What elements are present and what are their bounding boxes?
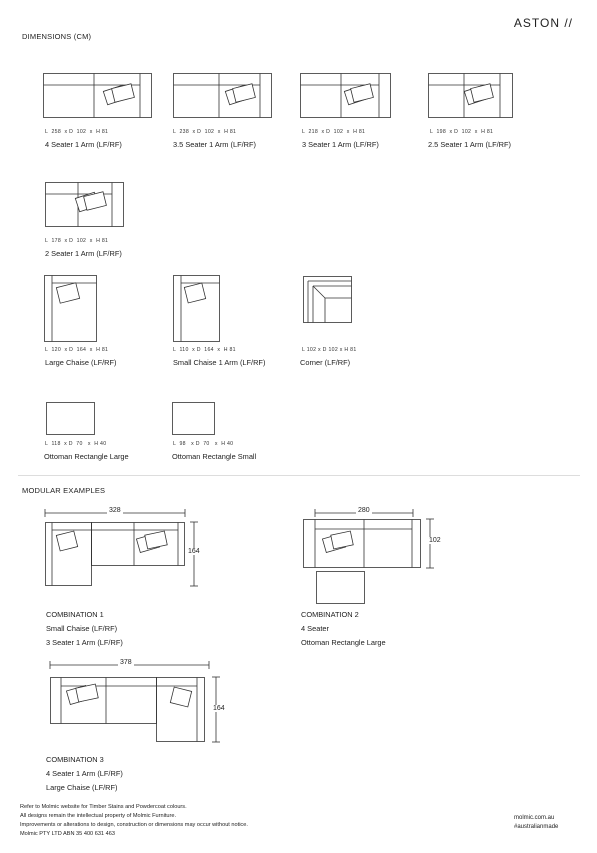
combination-3-width: 378 bbox=[120, 659, 132, 666]
combination-1-title: COMBINATION 1 bbox=[46, 610, 104, 619]
combination-1-text bbox=[46, 608, 123, 650]
dims-large-chaise: L 120 x D 164 x H 81 bbox=[45, 347, 109, 353]
dims-small-chaise: L 110 x D 164 x H 81 bbox=[173, 347, 236, 353]
brand-title: ASTON // bbox=[513, 16, 573, 30]
sofa-3-seater-drawing bbox=[300, 73, 392, 119]
dims-2-seater: L 178 x D 102 x H 81 bbox=[45, 238, 109, 244]
label-2-seater: 2 Seater 1 Arm (LF/RF) bbox=[45, 249, 122, 258]
dims-4-seater: L 258 x D 102 x H 81 bbox=[45, 129, 109, 135]
label-ottoman-small: Ottoman Rectangle Small bbox=[172, 452, 257, 461]
dims-2-5-seater: L 198 x D 102 x H 81 bbox=[430, 129, 494, 135]
sofa-4-seater-drawing bbox=[43, 73, 153, 119]
combination-3-drawing bbox=[44, 657, 234, 747]
sofa-2-seater-drawing bbox=[45, 182, 125, 228]
combination-1-line-2: 3 Seater 1 Arm (LF/RF) bbox=[46, 638, 123, 647]
small-chaise-drawing bbox=[173, 275, 221, 343]
footer-line-3: Improvements or alterations to design, construction or dimensions may occur without notice. bbox=[20, 822, 248, 828]
combination-1-drawing bbox=[40, 505, 210, 593]
website-link[interactable]: molmic.com.au bbox=[514, 815, 555, 821]
footer-line-1: Refer to Molmic website for Timber Stains and Powdercoat colours. bbox=[20, 804, 187, 810]
combination-2-depth: 102 bbox=[429, 537, 441, 544]
combination-1-line-1: Small Chaise (LF/RF) bbox=[46, 624, 118, 633]
footer-notes bbox=[20, 803, 248, 839]
combination-3-text bbox=[46, 753, 123, 795]
combination-1-width: 328 bbox=[109, 507, 121, 514]
section-dimensions: DIMENSIONS (CM) bbox=[22, 32, 92, 41]
combination-2-line-2: Ottoman Rectangle Large bbox=[301, 638, 386, 647]
ottoman-large-drawing bbox=[46, 402, 96, 436]
combination-2-text bbox=[301, 608, 386, 650]
combination-2-title: COMBINATION 2 bbox=[301, 610, 359, 619]
hashtag: #australianmade bbox=[514, 824, 559, 830]
label-2-5-seater: 2.5 Seater 1 Arm (LF/RF) bbox=[428, 140, 511, 149]
dims-3-5-seater: L 238 x D 102 x H 81 bbox=[173, 129, 237, 135]
combination-1-depth: 164 bbox=[188, 548, 200, 555]
footer-line-2: All designs remain the intellectual property of Molmic Furniture. bbox=[20, 813, 177, 819]
label-4-seater: 4 Seater 1 Arm (LF/RF) bbox=[45, 140, 122, 149]
combination-3-depth: 164 bbox=[213, 705, 225, 712]
combination-3-line-1: 4 Seater 1 Arm (LF/RF) bbox=[46, 769, 123, 778]
label-3-seater: 3 Seater 1 Arm (LF/RF) bbox=[302, 140, 379, 149]
label-ottoman-large: Ottoman Rectangle Large bbox=[44, 452, 129, 461]
dims-ottoman-small: L 98 x D 70 x H 40 bbox=[173, 441, 234, 447]
corner-drawing bbox=[303, 276, 353, 324]
combination-3-title: COMBINATION 3 bbox=[46, 755, 104, 764]
section-divider bbox=[18, 475, 580, 476]
dims-corner: L 102 x D 102 x H 81 bbox=[302, 347, 357, 353]
footer-credit bbox=[514, 814, 558, 832]
label-3-5-seater: 3.5 Seater 1 Arm (LF/RF) bbox=[173, 140, 256, 149]
label-small-chaise: Small Chaise 1 Arm (LF/RF) bbox=[173, 358, 266, 367]
label-corner: Corner (LF/RF) bbox=[300, 358, 351, 367]
dims-ottoman-large: L 118 x D 70 x H 40 bbox=[45, 441, 107, 447]
ottoman-small-drawing bbox=[172, 402, 216, 436]
label-large-chaise: Large Chaise (LF/RF) bbox=[45, 358, 117, 367]
dims-3-seater: L 218 x D 102 x H 81 bbox=[302, 129, 366, 135]
combination-3-line-2: Large Chaise (LF/RF) bbox=[46, 783, 118, 792]
combination-2-width: 280 bbox=[358, 507, 370, 514]
combination-2-drawing bbox=[298, 505, 443, 605]
sofa-3-5-seater-drawing bbox=[173, 73, 273, 119]
large-chaise-drawing bbox=[44, 275, 98, 343]
footer-line-4: Molmic PTY LTD ABN 35 400 631 463 bbox=[20, 831, 115, 837]
combination-2-line-1: 4 Seater bbox=[301, 624, 329, 633]
section-modular: MODULAR EXAMPLES bbox=[22, 486, 106, 495]
sofa-2-5-seater-drawing bbox=[428, 73, 514, 119]
